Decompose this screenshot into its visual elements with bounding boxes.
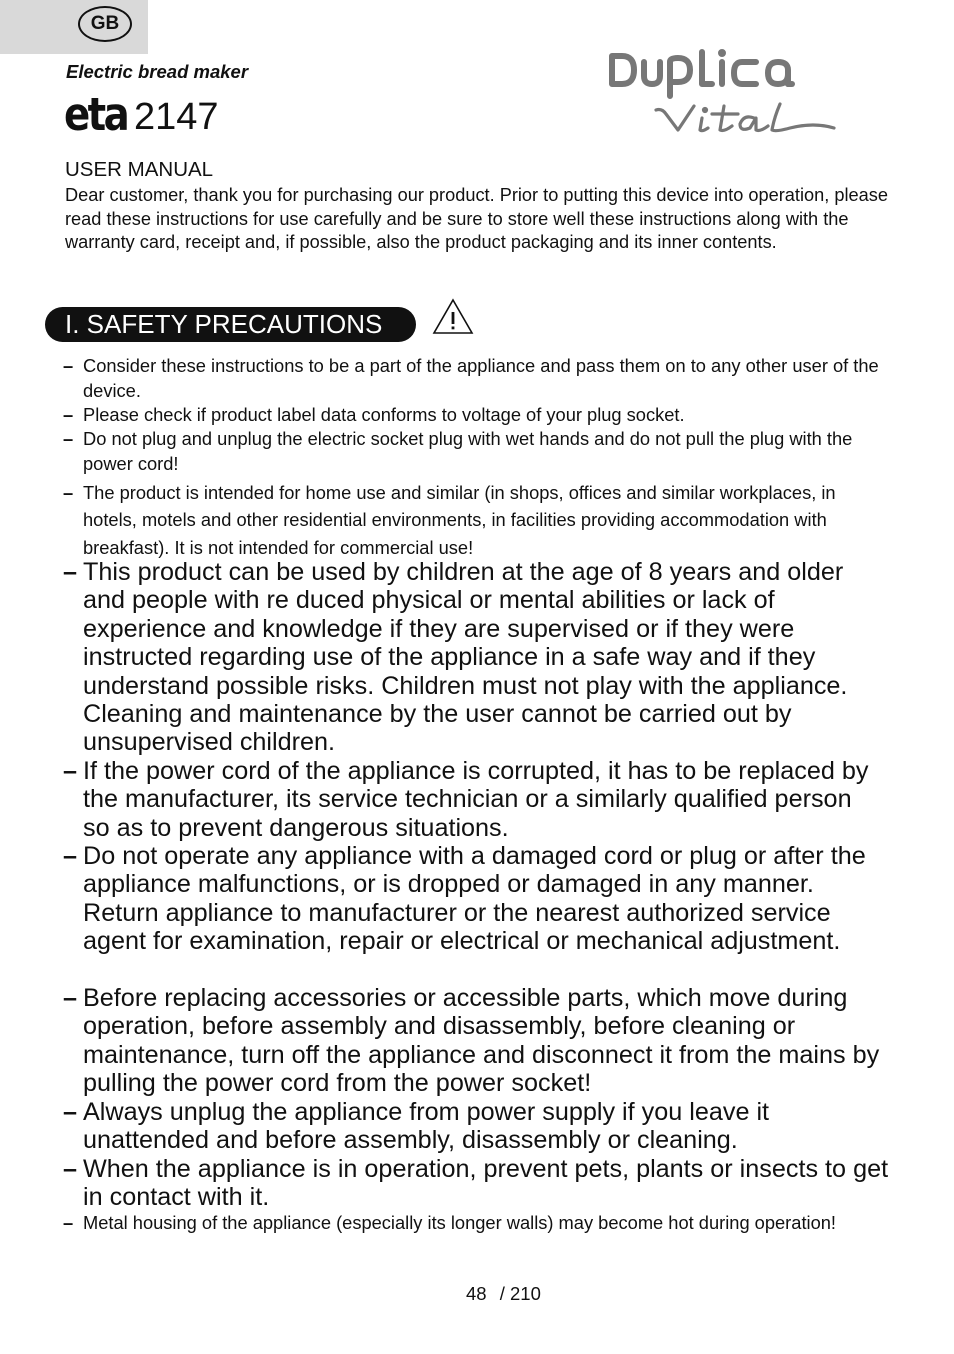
- page-total: / 210: [499, 1283, 541, 1304]
- list-bullet: –: [63, 757, 78, 785]
- model-number: 2147: [134, 96, 219, 138]
- list-item-text: If the power cord of the appliance is corrupted, it has to be replaced by the manufacturer, its service technician or a similarly qualified person so as to prevent dangerous situations.: [83, 757, 869, 842]
- list-item: [63, 403, 883, 428]
- duplica-vital-logo: [604, 48, 840, 143]
- list-bullet: –: [63, 1212, 74, 1233]
- list-item: [63, 984, 883, 1098]
- list-bullet: –: [63, 1155, 78, 1183]
- page-indicator: [466, 1283, 541, 1305]
- list-item-text: Metal housing of the appliance (especially its longer walls) may become hot during operation!: [83, 1212, 836, 1233]
- list-bullet: –: [63, 1098, 78, 1126]
- intro-paragraph: Dear customer, thank you for purchasing our product. Prior to putting this device into operation, please read these instructions for use carefully and be sure to store well these instructions along with the warranty card, receipt and, if possible, also the product packaging and its inner contents.: [65, 185, 888, 253]
- list-bullet: –: [63, 355, 74, 376]
- list-item: [63, 1211, 883, 1236]
- list-bullet: –: [63, 558, 78, 586]
- warning-triangle-icon: [431, 297, 475, 342]
- list-item-text: Always unplug the appliance from power supply if you leave it unattended and before assembly, disassembly or cleaning.: [83, 1098, 770, 1155]
- brand-name: eta: [64, 88, 128, 141]
- list-item: [63, 757, 883, 842]
- language-tab: [0, 0, 148, 54]
- manual-title: USER MANUAL: [65, 158, 214, 181]
- list-item-text: This product can be used by children at the age of 8 years and older and people with re duced physical or mental abilities or lack of experience and knowledge if they are supervised or if they were instructed regarding use of the appliance in a safe way and if they understand possible risks. Children must not play with the appliance. Cleaning and maintenance by the user cannot be carried out by unsupervised children.: [83, 558, 848, 757]
- list-bullet: –: [63, 984, 78, 1012]
- list-item: [63, 842, 883, 956]
- list-item: [63, 1098, 883, 1155]
- list-item: [63, 427, 883, 476]
- language-badge: GB: [78, 6, 132, 42]
- list-bullet: –: [63, 482, 74, 503]
- section-heading: I. SAFETY PRECAUTIONS: [45, 307, 416, 342]
- list-item-text: Consider these instructions to be a part of the appliance and pass them on to any other user of the device.: [83, 355, 879, 401]
- list-item: [63, 558, 883, 757]
- list-item: [63, 479, 883, 561]
- product-type: Electric bread maker: [66, 61, 249, 82]
- list-item-text: Please check if product label data conforms to voltage of your plug socket.: [83, 404, 685, 425]
- list-bullet: –: [63, 428, 74, 449]
- list-item: [63, 354, 883, 403]
- list-item: [63, 1155, 891, 1212]
- model-heading: [64, 88, 219, 141]
- list-item-text: Before replacing accessories or accessible parts, which move during operation, before assembly and disassembly, before cleaning or maintenance, turn off the appliance and disconnect it from the mains by pulling the power cord from the power socket!: [83, 984, 880, 1098]
- list-item-text: When the appliance is in operation, prevent pets, plants or insects to get in contact with it.: [83, 1155, 889, 1212]
- list-item-text: The product is intended for home use and similar (in shops, offices and similar workplaces, in hotels, motels and other residential environments, in facilities providing accommodation with breakfast). It is not intended for commercial use!: [83, 482, 836, 558]
- list-bullet: –: [63, 404, 74, 425]
- list-item-text: Do not plug and unplug the electric socket plug with wet hands and do not pull the plug with the power cord!: [83, 428, 853, 474]
- list-bullet: –: [63, 842, 78, 870]
- page-number: 48: [466, 1283, 487, 1304]
- list-item-text: Do not operate any appliance with a damaged cord or plug or after the appliance malfunctions, or is dropped or damaged in any manner. Return appliance to manufacturer or the nearest authorized service agent for examination, repair or electrical or mechanical adjustment.: [83, 842, 866, 956]
